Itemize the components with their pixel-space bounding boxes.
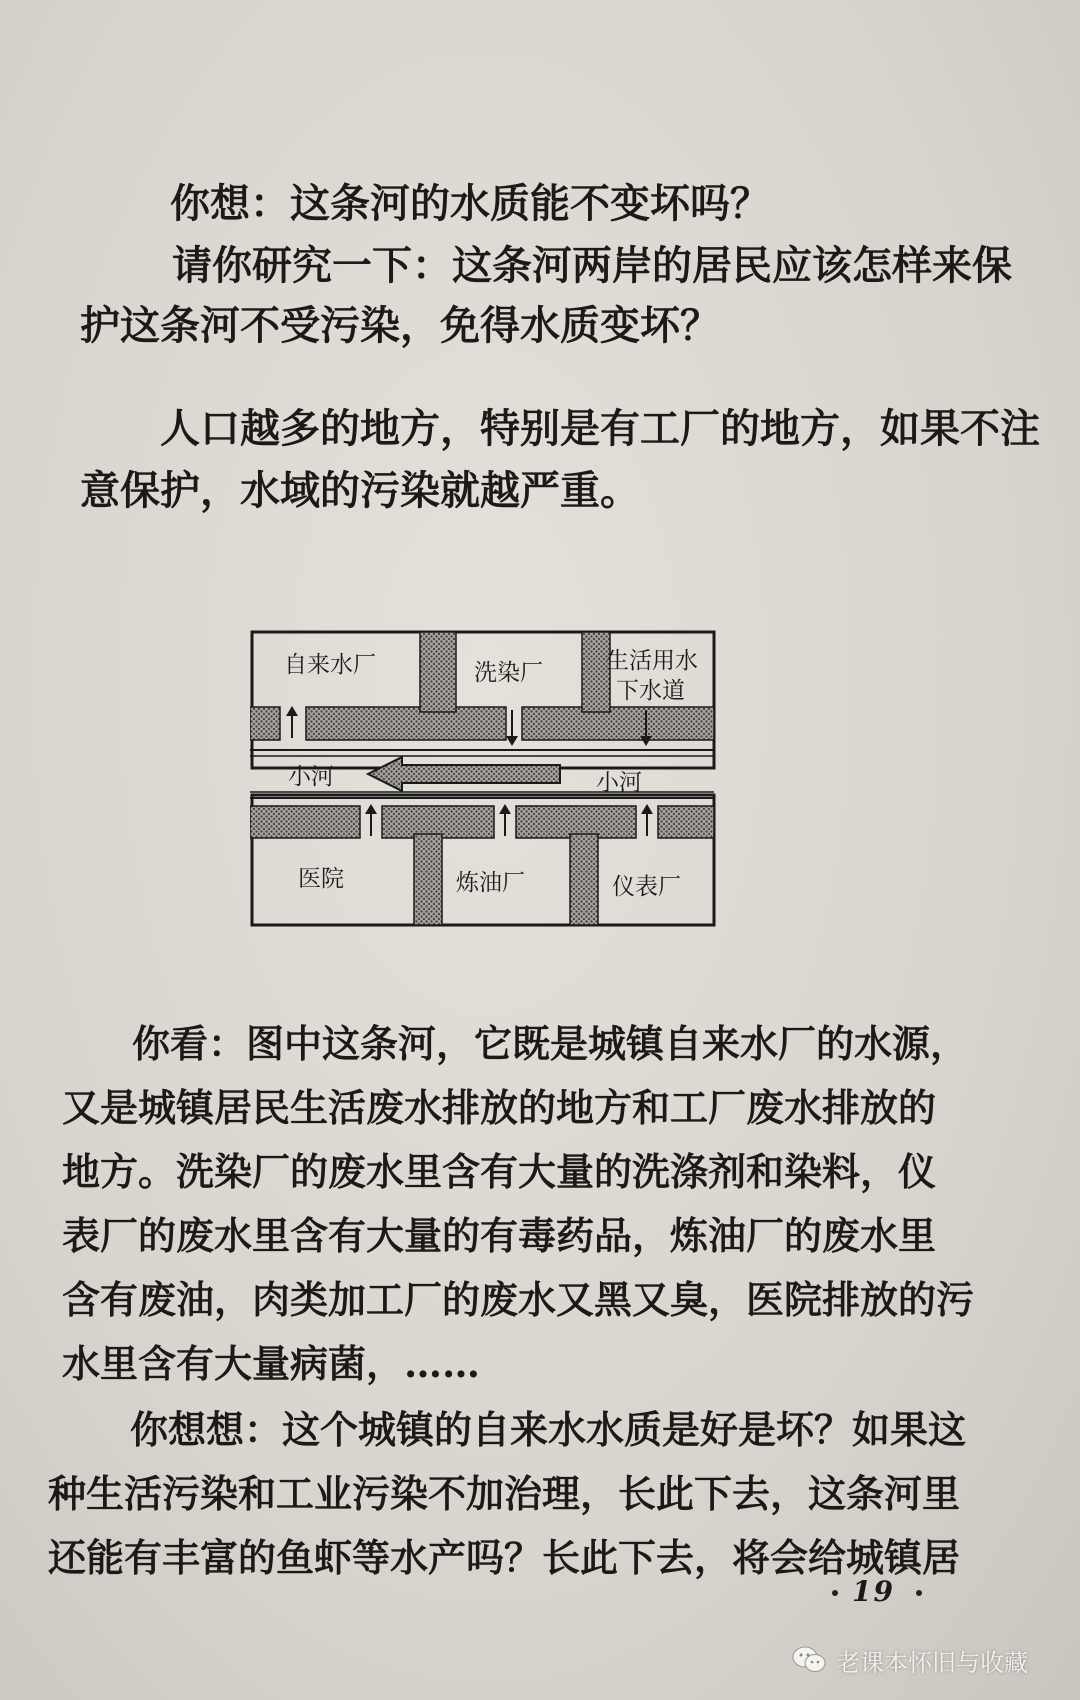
pipe-segment bbox=[306, 707, 506, 740]
paragraph-population bbox=[80, 398, 1040, 522]
label-river-right: 小河 bbox=[596, 770, 642, 796]
text-line: 你看：图中这条河，它既是城镇自来水厂的水源， bbox=[132, 1021, 969, 1066]
text-line: 含有废油，肉类加工厂的废水又黑又臭，医院排放的污 bbox=[62, 1277, 975, 1322]
arrow-head bbox=[365, 804, 377, 814]
text-line: 人口越多的地方，特别是有工厂的地方，如果不注 bbox=[160, 405, 1040, 452]
text-line: 水里含有大量病菌，…… bbox=[62, 1341, 481, 1386]
label-instrument-factory: 仪表厂 bbox=[612, 874, 681, 900]
wechat-icon bbox=[792, 1646, 826, 1674]
label-dye-factory: 洗染厂 bbox=[474, 660, 543, 686]
pipe-segment bbox=[516, 806, 636, 838]
arrow-head bbox=[641, 804, 653, 814]
paragraph-question bbox=[170, 172, 770, 229]
page-number-dot bbox=[916, 1590, 922, 1596]
pipe-segment bbox=[250, 806, 360, 838]
text-line: 你想想：这个城镇的自来水水质是好是坏？如果这 bbox=[130, 1407, 967, 1452]
page-number-dot bbox=[832, 1590, 838, 1596]
watermark bbox=[792, 1640, 1028, 1680]
label-hospital: 医院 bbox=[298, 866, 344, 892]
label-river-left: 小河 bbox=[288, 764, 334, 790]
label-sewer-line-1: 生活用水 bbox=[606, 648, 698, 674]
pipe-segment bbox=[250, 707, 280, 740]
river-flow-arrow-icon bbox=[368, 757, 560, 791]
text-line: 地方。洗染厂的废水里含有大量的洗涤剂和染料，仪 bbox=[62, 1149, 937, 1194]
pipe-segment bbox=[570, 834, 598, 925]
arrow-head bbox=[640, 736, 652, 746]
watermark-text: 老课本怀旧与收藏 bbox=[836, 1648, 1028, 1677]
text-line: 又是城镇居民生活废水排放的地方和工厂废水排放的 bbox=[62, 1085, 937, 1130]
pipe-segment bbox=[658, 806, 714, 838]
text-line: 请你研究一下：这条河两岸的居民应该怎样来保 bbox=[172, 242, 1012, 289]
label-refinery: 炼油厂 bbox=[456, 870, 525, 896]
label-sewer-line-2: 下水道 bbox=[616, 678, 685, 704]
text-line: 意保护，水域的污染就越严重。 bbox=[80, 467, 640, 514]
pipe-segment bbox=[420, 632, 456, 712]
arrow-head bbox=[499, 804, 511, 814]
pipe-segment bbox=[414, 834, 442, 925]
paragraph-look bbox=[62, 1012, 974, 1396]
text-line: 种生活污染和工业污染不加治理，长此下去，这条河里 bbox=[48, 1471, 961, 1516]
paragraph-think bbox=[48, 1398, 966, 1590]
label-waterworks: 自来水厂 bbox=[284, 652, 376, 678]
paragraph-research bbox=[80, 236, 1012, 356]
text-line: 你想：这条河的水质能不变坏吗？ bbox=[170, 180, 770, 227]
arrow-head bbox=[286, 706, 298, 716]
pipe-segment bbox=[382, 806, 494, 838]
river-pollution-diagram bbox=[250, 610, 788, 940]
text-line: 表厂的废水里含有大量的有毒药品，炼油厂的废水里 bbox=[62, 1213, 937, 1258]
page-number: 19 bbox=[852, 1575, 895, 1608]
arrow-head bbox=[506, 736, 518, 746]
text-line: 还能有丰富的鱼虾等水产吗？长此下去，将会给城镇居 bbox=[48, 1535, 961, 1580]
text-line: 护这条河不受污染，免得水质变坏？ bbox=[80, 302, 720, 349]
pipe-segment bbox=[522, 707, 714, 740]
